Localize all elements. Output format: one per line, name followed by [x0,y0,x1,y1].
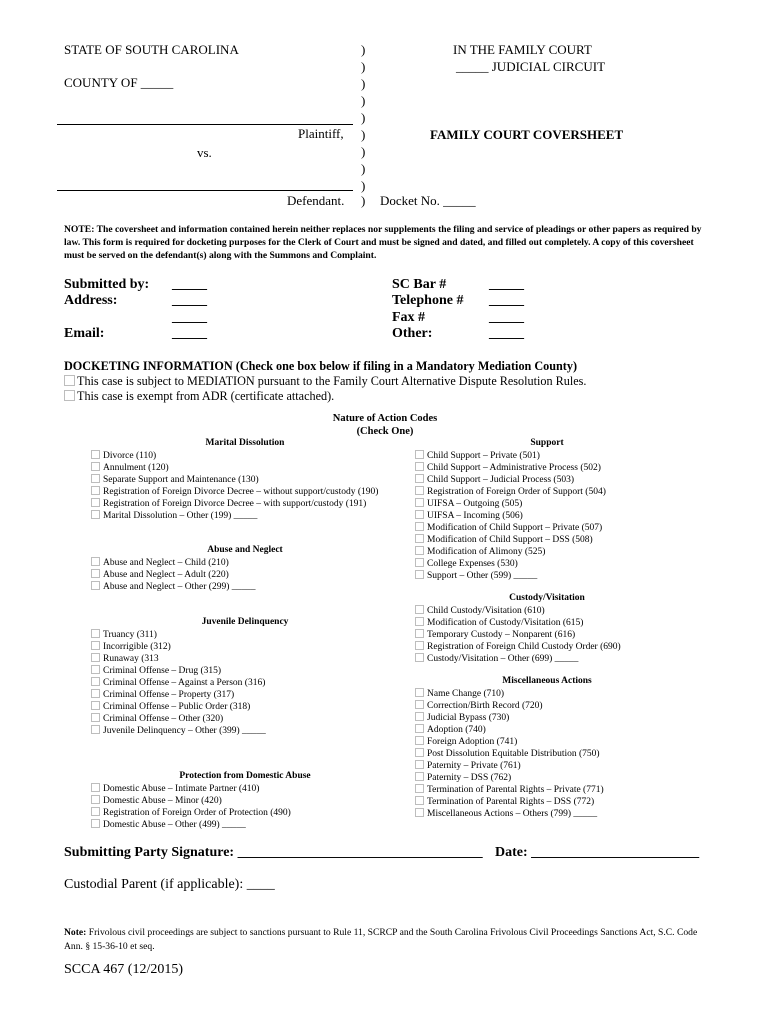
email-label: Email: [64,326,105,341]
action-code-checkbox[interactable] [415,700,424,709]
plaintiff-label: Plaintiff, [298,126,344,141]
action-code-label: Marital Dissolution – Other (199) _____ [103,511,258,521]
note-label: Note: [64,927,87,938]
action-code-label: Paternity – Private (761) [427,761,521,771]
action-code-checkbox[interactable] [415,558,424,567]
action-code-label: Separate Support and Maintenance (130) [103,475,259,485]
action-code-option[interactable] [415,653,621,665]
action-code-checkbox[interactable] [415,641,424,650]
action-code-option[interactable] [91,665,266,677]
action-code-checkbox[interactable] [91,807,100,816]
custodial-parent-field[interactable]: Custodial Parent (if applicable): ____ [64,877,275,892]
defendant-line[interactable] [57,190,353,191]
action-code-label: Registration of Foreign Divorce Decree – with support/custody (191) [103,499,367,509]
abuse-neglect-list [91,557,256,593]
action-code-checkbox[interactable] [415,784,424,793]
action-code-checkbox[interactable] [91,498,100,507]
action-code-checkbox[interactable] [415,653,424,662]
action-code-checkbox[interactable] [91,677,100,686]
action-code-label: Modification of Child Support – Private (507) [427,523,603,533]
marital-dissolution-list [91,450,378,522]
support-heading: Support [530,438,564,448]
action-code-checkbox[interactable] [91,510,100,519]
address-field-line1[interactable]: _____ [172,293,207,308]
form-number: SCCA 467 (12/2015) [64,962,184,977]
telephone-label: Telephone # [392,293,464,308]
action-code-option[interactable] [91,783,291,795]
action-code-label: UIFSA – Incoming (506) [427,511,523,521]
submitted-by-label: Submitted by: [64,277,150,292]
action-code-checkbox[interactable] [415,712,424,721]
action-code-option[interactable] [415,522,606,534]
action-code-label: Child Support – Administrative Process (502) [427,463,601,473]
action-code-option[interactable] [91,725,266,737]
action-code-option[interactable] [91,819,291,831]
other-label: Other: [392,326,433,341]
action-code-label: Custody/Visitation – Other (699) _____ [427,654,579,664]
action-code-label: Child Custody/Visitation (610) [427,606,545,616]
action-code-label: Child Support – Private (501) [427,451,540,461]
action-code-checkbox[interactable] [91,725,100,734]
action-code-option[interactable] [91,510,378,522]
action-code-checkbox[interactable] [415,629,424,638]
caption-paren: ) [361,127,366,142]
action-code-option[interactable] [415,474,606,486]
action-code-label: Truancy (311) [103,630,157,640]
protection-list [91,783,291,831]
judicial-circuit-field[interactable]: _____ JUDICIAL CIRCUIT [456,59,606,74]
action-code-checkbox[interactable] [91,462,100,471]
action-code-option[interactable] [91,486,378,498]
action-code-label: Domestic Abuse – Other (499) _____ [103,820,246,830]
caption-paren: ) [361,93,366,108]
date-field[interactable]: Date: ________________________ [495,845,700,860]
address-field-line2[interactable]: _____ [172,310,207,325]
email-field[interactable]: _____ [172,326,207,341]
action-code-checkbox[interactable] [415,450,424,459]
coversheet-note: NOTE: The coversheet and information contained herein neither replaces nor supplements the filing and service of pleadings or other papers as required by law. This form is required for docketing purposes for the Clerk of Court and must be signed and dated, and filled out completely. A copy of this coversheet must be served on the defendant(s) along with the Summons and Complaint. [64,224,702,262]
action-code-label: Name Change (710) [427,689,505,699]
action-code-option[interactable] [415,498,606,510]
caption-paren: ) [361,161,366,176]
action-code-label: Criminal Offense – Drug (315) [103,666,222,676]
action-code-label: College Expenses (530) [427,559,518,569]
action-code-checkbox[interactable] [91,557,100,566]
custody-visitation-heading: Custody/Visitation [509,593,585,603]
action-code-checkbox[interactable] [415,605,424,614]
vs-label: vs. [197,145,212,160]
mediation-option-label: This case is subject to MEDIATION pursuant to the Family Court Alternative Dispute Resolution Rules. [77,374,587,388]
action-code-label: Registration of Foreign Child Custody Order (690) [427,642,621,652]
action-code-checkbox[interactable] [415,796,424,805]
action-code-option[interactable] [415,558,606,570]
action-code-option[interactable] [91,569,256,581]
action-code-checkbox[interactable] [415,688,424,697]
action-code-option[interactable] [415,712,604,724]
defendant-label: Defendant. [287,193,345,208]
action-code-option[interactable] [91,795,291,807]
action-code-label: Child Support – Judicial Process (503) [427,475,574,485]
action-code-option[interactable] [415,617,621,629]
adr-exempt-checkbox[interactable] [64,390,75,401]
action-code-label: Judicial Bypass (730) [427,713,510,723]
other-field[interactable]: _____ [489,326,524,341]
frivolous-proceedings-note [64,926,714,953]
action-code-label: UIFSA – Outgoing (505) [427,499,523,509]
action-code-checkbox[interactable] [415,510,424,519]
action-code-label: Support – Other (599) _____ [427,571,538,581]
action-code-label: Juvenile Delinquency – Other (399) _____ [103,726,266,736]
action-code-label: Domestic Abuse – Minor (420) [103,796,222,806]
action-code-checkbox[interactable] [415,736,424,745]
action-code-option[interactable] [415,641,621,653]
caption-paren: ) [361,144,366,159]
action-code-label: Criminal Offense – Against a Person (316) [103,678,266,688]
action-code-option[interactable] [415,700,604,712]
abuse-neglect-heading: Abuse and Neglect [207,545,283,555]
action-code-label: Abuse and Neglect – Other (299) _____ [103,582,256,592]
action-code-checkbox[interactable] [415,570,424,579]
action-code-option[interactable] [91,689,266,701]
submitted-by-field[interactable]: _____ [172,277,207,292]
mediation-checkbox[interactable] [64,375,75,386]
court-name: IN THE FAMILY COURT [453,42,592,57]
miscellaneous-heading: Miscellaneous Actions [502,676,592,686]
action-code-label: Runaway (313 [103,654,159,664]
county-field[interactable]: COUNTY OF _____ [64,75,174,90]
action-code-option[interactable] [415,736,604,748]
action-code-option[interactable] [415,748,604,760]
action-code-checkbox[interactable] [415,486,424,495]
action-code-checkbox[interactable] [415,808,424,817]
docketing-heading: DOCKETING INFORMATION (Check one box below if filing in a Mandatory Mediation County) [64,359,578,373]
action-code-label: Modification of Custody/Visitation (615) [427,618,584,628]
action-code-option[interactable] [91,462,378,474]
fax-label: Fax # [392,310,426,325]
sc-bar-field[interactable]: _____ [489,277,524,292]
action-code-option[interactable] [415,450,606,462]
nature-of-action-title: Nature of Action Codes [332,413,438,424]
action-code-checkbox[interactable] [91,581,100,590]
miscellaneous-list [415,688,604,820]
action-code-label: Incorrigible (312) [103,642,171,652]
action-code-option[interactable] [91,581,256,593]
nature-of-action-subtitle: (Check One) [356,426,414,437]
action-code-label: Criminal Offense – Property (317) [103,690,235,700]
action-code-checkbox[interactable] [91,795,100,804]
action-code-option[interactable] [91,653,266,665]
action-code-checkbox[interactable] [415,498,424,507]
action-code-option[interactable] [415,605,621,617]
action-code-label: Miscellaneous Actions – Others (799) _____ [427,809,598,819]
action-code-checkbox[interactable] [415,522,424,531]
action-code-label: Criminal Offense – Public Order (318) [103,702,251,712]
action-code-checkbox[interactable] [415,724,424,733]
action-code-option[interactable] [91,474,378,486]
action-code-label: Abuse and Neglect – Adult (220) [103,570,229,580]
action-code-option[interactable] [91,713,266,725]
caption-paren: ) [361,42,366,57]
protection-heading: Protection from Domestic Abuse [179,771,311,781]
action-code-option[interactable] [91,450,378,462]
caption-paren: ) [361,76,366,91]
action-code-checkbox[interactable] [91,486,100,495]
action-code-checkbox[interactable] [91,701,100,710]
action-code-checkbox[interactable] [91,783,100,792]
action-code-checkbox[interactable] [415,760,424,769]
action-code-option[interactable] [91,701,266,713]
action-code-checkbox[interactable] [91,819,100,828]
action-code-label: Modification of Alimony (525) [427,547,546,557]
action-code-label: Termination of Parental Rights – DSS (772) [427,797,595,807]
action-code-label: Domestic Abuse – Intimate Partner (410) [103,784,260,794]
caption-paren: ) [361,193,366,208]
action-code-option[interactable] [415,570,606,582]
action-code-checkbox[interactable] [415,772,424,781]
adr-exempt-option-label: This case is exempt from ADR (certificate attached). [77,389,335,403]
caption-paren: ) [361,178,366,193]
action-code-checkbox[interactable] [91,641,100,650]
juvenile-delinquency-heading: Juvenile Delinquency [201,617,289,627]
action-code-option[interactable] [415,546,606,558]
action-code-option[interactable] [91,677,266,689]
action-code-checkbox[interactable] [415,546,424,555]
action-code-option[interactable] [91,498,378,510]
action-code-option[interactable] [415,510,606,522]
action-code-checkbox[interactable] [91,450,100,459]
action-code-option[interactable] [415,724,604,736]
action-code-option[interactable] [415,462,606,474]
support-list [415,450,606,582]
sc-bar-label: SC Bar # [392,277,447,292]
form-title: FAMILY COURT COVERSHEET [430,127,624,142]
action-code-label: Criminal Offense – Other (320) [103,714,224,724]
telephone-field[interactable]: _____ [489,293,524,308]
signature-field[interactable]: Submitting Party Signature: ___________________________________ [64,845,483,860]
mediation-option[interactable] [64,374,586,389]
action-code-label: Divorce (110) [103,451,157,461]
action-code-label: Correction/Birth Record (720) [427,701,543,711]
action-code-label: Registration of Foreign Order of Support (504) [427,487,606,497]
action-code-label: Paternity – DSS (762) [427,773,512,783]
action-code-option[interactable] [415,534,606,546]
juvenile-delinquency-list [91,629,266,737]
adr-exempt-option[interactable] [64,389,334,404]
address-label: Address: [64,293,118,308]
action-code-label: Post Dissolution Equitable Distribution (750) [427,749,600,759]
action-code-checkbox[interactable] [415,748,424,757]
action-code-option[interactable] [91,557,256,569]
action-code-checkbox[interactable] [91,665,100,674]
action-code-option[interactable] [415,760,604,772]
action-code-label: Temporary Custody – Nonparent (616) [427,630,576,640]
action-code-option[interactable] [415,772,604,784]
action-code-checkbox[interactable] [91,629,100,638]
action-code-option[interactable] [415,784,604,796]
action-code-option[interactable] [415,808,604,820]
caption-paren: ) [361,59,366,74]
action-code-label: Modification of Child Support – DSS (508) [427,535,593,545]
action-code-label: Foreign Adoption (741) [427,737,518,747]
action-code-label: Annulment (120) [103,463,169,473]
action-code-checkbox[interactable] [415,474,424,483]
action-code-label: Registration of Foreign Divorce Decree – without support/custody (190) [103,487,379,497]
action-code-checkbox[interactable] [415,534,424,543]
state-name: STATE OF SOUTH CAROLINA [64,42,239,57]
note-text: Frivolous civil proceedings are subject to sanctions pursuant to Rule 11, SCRCP and the South Carolina Frivolous Civil Proceedings Sanctions Act, S.C. Code Ann. § 15-36-10 et seq. [64,927,698,952]
action-code-checkbox[interactable] [91,474,100,483]
action-code-option[interactable] [415,629,621,641]
action-code-label: Registration of Foreign Order of Protection (490) [103,808,291,818]
action-code-checkbox[interactable] [91,569,100,578]
custody-visitation-list [415,605,621,665]
marital-dissolution-heading: Marital Dissolution [205,438,285,448]
plaintiff-line[interactable] [57,124,353,125]
action-code-option[interactable] [91,807,291,819]
action-code-option[interactable] [415,688,604,700]
action-code-label: Adoption (740) [427,725,486,735]
action-code-checkbox[interactable] [91,689,100,698]
action-code-checkbox[interactable] [415,462,424,471]
fax-field[interactable]: _____ [489,310,524,325]
action-code-option[interactable] [91,629,266,641]
action-code-checkbox[interactable] [91,653,100,662]
action-code-checkbox[interactable] [91,713,100,722]
action-code-label: Abuse and Neglect – Child (210) [103,558,229,568]
action-code-option[interactable] [91,641,266,653]
caption-paren: ) [361,110,366,125]
action-code-option[interactable] [415,486,606,498]
docket-number-field[interactable]: Docket No. _____ [380,193,476,208]
action-code-option[interactable] [415,796,604,808]
action-code-label: Termination of Parental Rights – Private (771) [427,785,604,795]
action-code-checkbox[interactable] [415,617,424,626]
